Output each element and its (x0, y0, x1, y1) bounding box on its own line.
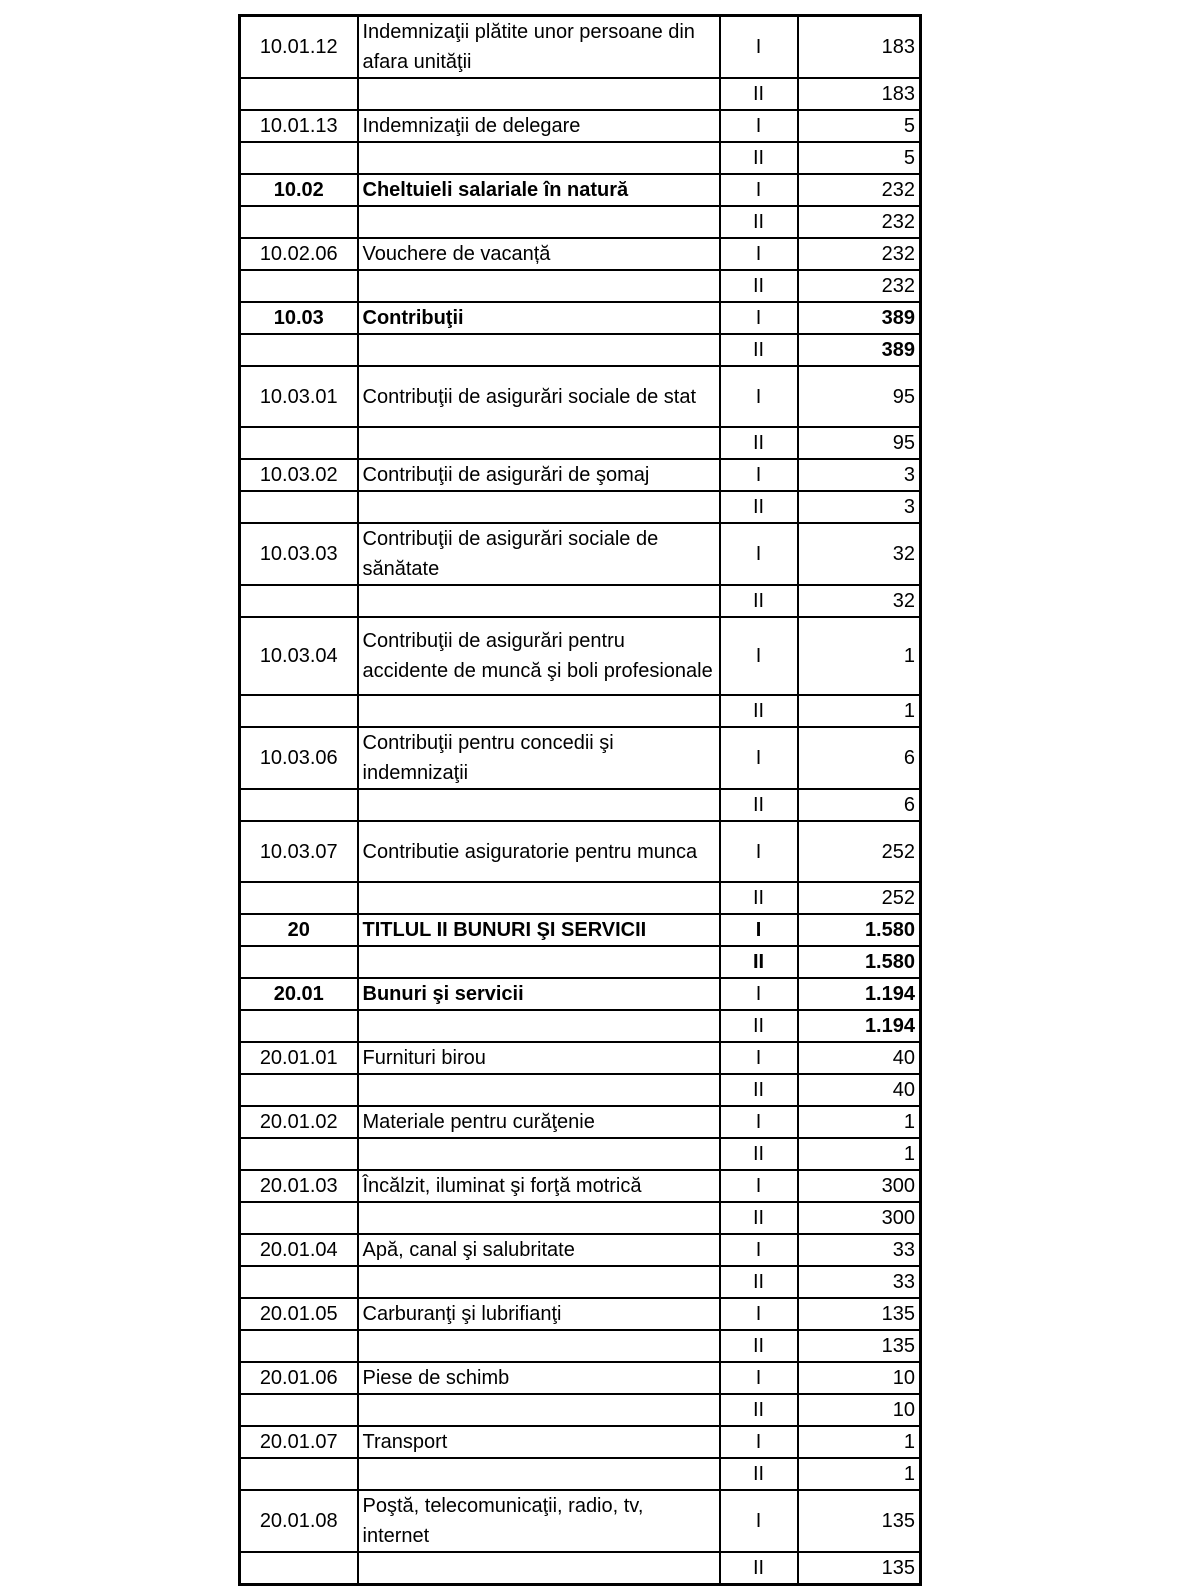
cell-description: Apă, canal şi salubritate (358, 1234, 720, 1266)
cell-section: II (720, 882, 798, 914)
cell-value: 135 (798, 1490, 921, 1552)
cell-value: 1 (798, 1426, 921, 1458)
cell-section: I (720, 1362, 798, 1394)
table-row (240, 585, 921, 617)
table-row (240, 1138, 921, 1170)
table-row (240, 238, 921, 270)
cell-value: 232 (798, 238, 921, 270)
cell-code: 10.01.12 (240, 16, 358, 79)
cell-description: Contribuţii (358, 302, 720, 334)
cell-code: 10.03.02 (240, 459, 358, 491)
cell-value: 135 (798, 1552, 921, 1585)
cell-description (358, 1010, 720, 1042)
cell-value: 232 (798, 174, 921, 206)
cell-code: 20.01.07 (240, 1426, 358, 1458)
cell-code (240, 1266, 358, 1298)
table-row (240, 142, 921, 174)
cell-value: 1 (798, 1138, 921, 1170)
cell-section: I (720, 1234, 798, 1266)
cell-description (358, 1202, 720, 1234)
table-row (240, 914, 921, 946)
cell-section: II (720, 142, 798, 174)
cell-code (240, 695, 358, 727)
cell-value: 232 (798, 270, 921, 302)
cell-description (358, 1074, 720, 1106)
cell-code: 20.01.03 (240, 1170, 358, 1202)
cell-code (240, 585, 358, 617)
table-row (240, 1552, 921, 1585)
table-row (240, 78, 921, 110)
cell-code: 20.01 (240, 978, 358, 1010)
cell-description (358, 1138, 720, 1170)
table-row (240, 1490, 921, 1552)
cell-value: 389 (798, 302, 921, 334)
cell-code (240, 882, 358, 914)
cell-value: 5 (798, 110, 921, 142)
cell-value: 6 (798, 727, 921, 789)
cell-code: 10.02.06 (240, 238, 358, 270)
table-row (240, 1330, 921, 1362)
cell-code: 20.01.08 (240, 1490, 358, 1552)
cell-section: II (720, 695, 798, 727)
cell-section: I (720, 914, 798, 946)
cell-code (240, 1202, 358, 1234)
cell-description: Materiale pentru curăţenie (358, 1106, 720, 1138)
cell-code: 10.03.03 (240, 523, 358, 585)
cell-description (358, 882, 720, 914)
cell-code (240, 334, 358, 366)
cell-description: Contribuţii de asigurări sociale de sănătate (358, 523, 720, 585)
cell-code: 10.03.06 (240, 727, 358, 789)
table-row (240, 174, 921, 206)
cell-value: 40 (798, 1042, 921, 1074)
cell-description: Piese de schimb (358, 1362, 720, 1394)
cell-value: 1 (798, 617, 921, 695)
cell-section: II (720, 78, 798, 110)
cell-description (358, 1330, 720, 1362)
cell-description (358, 946, 720, 978)
table-row (240, 1042, 921, 1074)
cell-value: 95 (798, 427, 921, 459)
cell-value: 1.580 (798, 914, 921, 946)
cell-section: I (720, 366, 798, 427)
cell-description (358, 585, 720, 617)
cell-section: I (720, 1106, 798, 1138)
cell-code (240, 142, 358, 174)
table-row (240, 427, 921, 459)
table-row (240, 302, 921, 334)
cell-section: II (720, 946, 798, 978)
cell-value: 10 (798, 1394, 921, 1426)
cell-value: 32 (798, 523, 921, 585)
cell-value: 300 (798, 1202, 921, 1234)
cell-section: I (720, 1490, 798, 1552)
table-row (240, 1170, 921, 1202)
cell-value: 252 (798, 821, 921, 882)
table-row (240, 523, 921, 585)
cell-section: I (720, 110, 798, 142)
table-row (240, 1106, 921, 1138)
cell-code (240, 206, 358, 238)
cell-code: 10.02 (240, 174, 358, 206)
table-row (240, 1202, 921, 1234)
table-row (240, 16, 921, 79)
cell-code (240, 1330, 358, 1362)
table-row (240, 1458, 921, 1490)
cell-section: II (720, 1458, 798, 1490)
cell-code (240, 1138, 358, 1170)
table-row (240, 727, 921, 789)
table-row (240, 1298, 921, 1330)
cell-code (240, 1394, 358, 1426)
cell-description: Bunuri şi servicii (358, 978, 720, 1010)
cell-value: 183 (798, 78, 921, 110)
cell-value: 32 (798, 585, 921, 617)
cell-description: Transport (358, 1426, 720, 1458)
cell-section: II (720, 427, 798, 459)
cell-description: Contribuţii pentru concedii şi indemnizaţii (358, 727, 720, 789)
cell-value: 389 (798, 334, 921, 366)
cell-code: 20.01.06 (240, 1362, 358, 1394)
cell-description: Furnituri birou (358, 1042, 720, 1074)
cell-section: I (720, 1170, 798, 1202)
cell-value: 135 (798, 1298, 921, 1330)
cell-section: I (720, 523, 798, 585)
cell-description (358, 789, 720, 821)
table-row (240, 1266, 921, 1298)
cell-section: II (720, 206, 798, 238)
cell-description: Contribuţii de asigurări de şomaj (358, 459, 720, 491)
cell-description (358, 427, 720, 459)
cell-description (358, 1458, 720, 1490)
table-row (240, 821, 921, 882)
cell-description: Cheltuieli salariale în natură (358, 174, 720, 206)
cell-value: 252 (798, 882, 921, 914)
cell-description (358, 1266, 720, 1298)
cell-description: Contribuţii de asigurări sociale de stat (358, 366, 720, 427)
table-row (240, 695, 921, 727)
cell-code (240, 789, 358, 821)
table-row (240, 206, 921, 238)
table-row (240, 491, 921, 523)
cell-section: I (720, 617, 798, 695)
cell-code: 10.03.01 (240, 366, 358, 427)
table-row (240, 459, 921, 491)
cell-value: 183 (798, 16, 921, 79)
cell-value: 1 (798, 695, 921, 727)
table-row (240, 334, 921, 366)
cell-section: I (720, 1426, 798, 1458)
table-row (240, 978, 921, 1010)
table-row (240, 366, 921, 427)
cell-section: II (720, 1394, 798, 1426)
table-row (240, 1010, 921, 1042)
cell-description (358, 1552, 720, 1585)
cell-section: I (720, 821, 798, 882)
cell-code (240, 1074, 358, 1106)
cell-section: I (720, 727, 798, 789)
cell-value: 300 (798, 1170, 921, 1202)
cell-section: II (720, 1552, 798, 1585)
cell-section: I (720, 459, 798, 491)
cell-description: Vouchere de vacanță (358, 238, 720, 270)
cell-value: 1.194 (798, 1010, 921, 1042)
cell-value: 1.194 (798, 978, 921, 1010)
cell-description: Încălzit, iluminat şi forţă motrică (358, 1170, 720, 1202)
cell-description: Indemnizaţii de delegare (358, 110, 720, 142)
cell-section: II (720, 789, 798, 821)
cell-section: II (720, 1330, 798, 1362)
cell-code: 10.03 (240, 302, 358, 334)
cell-section: I (720, 238, 798, 270)
cell-section: II (720, 1074, 798, 1106)
table-row (240, 946, 921, 978)
budget-table-body (240, 16, 921, 1585)
cell-value: 1 (798, 1458, 921, 1490)
table-row (240, 1426, 921, 1458)
table-row (240, 1362, 921, 1394)
cell-description: Indemnizaţii plătite unor persoane din afara unităţii (358, 16, 720, 79)
cell-value: 6 (798, 789, 921, 821)
cell-description (358, 206, 720, 238)
cell-section: I (720, 978, 798, 1010)
cell-code (240, 78, 358, 110)
cell-description: Carburanţi şi lubrifianţi (358, 1298, 720, 1330)
cell-description: Contribuţii de asigurări pentru accidente de muncă şi boli profesionale (358, 617, 720, 695)
cell-section: II (720, 1010, 798, 1042)
cell-description (358, 491, 720, 523)
cell-value: 135 (798, 1330, 921, 1362)
cell-value: 33 (798, 1234, 921, 1266)
cell-code: 20.01.02 (240, 1106, 358, 1138)
cell-code: 10.01.13 (240, 110, 358, 142)
cell-code: 10.03.07 (240, 821, 358, 882)
cell-code (240, 1458, 358, 1490)
cell-description: TITLUL II BUNURI ŞI SERVICII (358, 914, 720, 946)
cell-section: II (720, 1266, 798, 1298)
cell-section: II (720, 1202, 798, 1234)
table-row (240, 1074, 921, 1106)
table-row (240, 270, 921, 302)
table-row (240, 882, 921, 914)
cell-description (358, 78, 720, 110)
cell-value: 5 (798, 142, 921, 174)
cell-value: 33 (798, 1266, 921, 1298)
cell-section: I (720, 302, 798, 334)
cell-description (358, 695, 720, 727)
cell-value: 232 (798, 206, 921, 238)
cell-section: II (720, 491, 798, 523)
table-row (240, 617, 921, 695)
cell-code (240, 270, 358, 302)
cell-code: 10.03.04 (240, 617, 358, 695)
cell-value: 10 (798, 1362, 921, 1394)
cell-value: 95 (798, 366, 921, 427)
cell-section: II (720, 270, 798, 302)
table-row (240, 1234, 921, 1266)
cell-code (240, 1552, 358, 1585)
cell-description (358, 1394, 720, 1426)
cell-description: Contributie asiguratorie pentru munca (358, 821, 720, 882)
cell-description (358, 142, 720, 174)
cell-section: II (720, 585, 798, 617)
cell-section: II (720, 1138, 798, 1170)
cell-value: 40 (798, 1074, 921, 1106)
budget-table (238, 14, 922, 1586)
cell-section: II (720, 334, 798, 366)
table-row (240, 110, 921, 142)
cell-code (240, 946, 358, 978)
cell-description: Poştă, telecomunicaţii, radio, tv, internet (358, 1490, 720, 1552)
table-row (240, 789, 921, 821)
cell-description (358, 270, 720, 302)
cell-section: I (720, 174, 798, 206)
cell-description (358, 334, 720, 366)
cell-code: 20 (240, 914, 358, 946)
cell-code: 20.01.05 (240, 1298, 358, 1330)
cell-section: I (720, 16, 798, 79)
cell-code (240, 491, 358, 523)
cell-section: I (720, 1298, 798, 1330)
cell-code: 20.01.01 (240, 1042, 358, 1074)
cell-code: 20.01.04 (240, 1234, 358, 1266)
cell-code (240, 1010, 358, 1042)
cell-section: I (720, 1042, 798, 1074)
table-row (240, 1394, 921, 1426)
cell-value: 1 (798, 1106, 921, 1138)
cell-value: 3 (798, 459, 921, 491)
cell-value: 3 (798, 491, 921, 523)
cell-code (240, 427, 358, 459)
cell-value: 1.580 (798, 946, 921, 978)
